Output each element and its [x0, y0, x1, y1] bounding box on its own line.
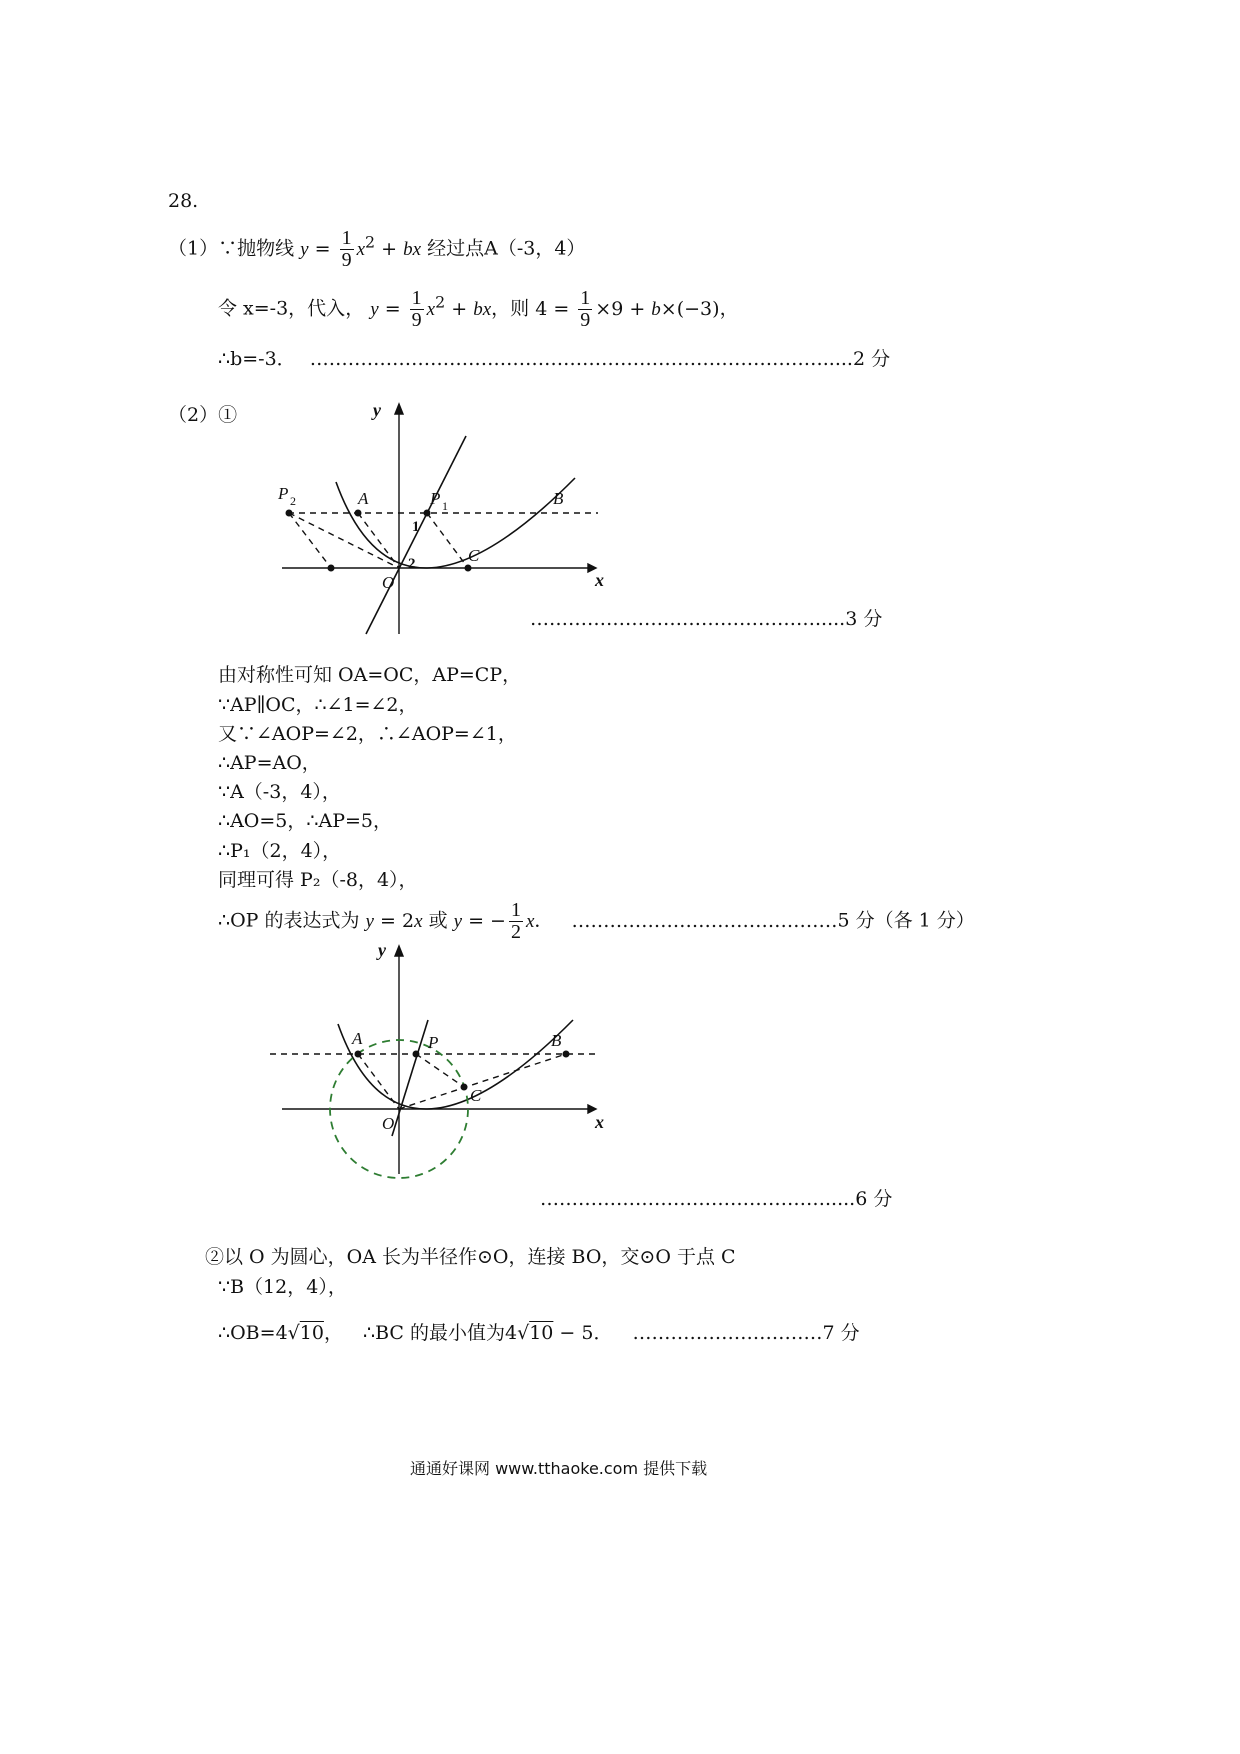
b-result: ∴b=-3．: [218, 348, 296, 370]
substitution-equation: y = $\frac{1}{9}$ $x^2$ + bx: [370, 287, 492, 331]
reasoning-line-3: 又∵∠AOP=∠2，∴∠AOP=∠1，: [218, 723, 517, 745]
part1-line1-prefix: （1）∵抛物线: [168, 237, 295, 260]
reasoning-line-7: ∴P₁（2，4），: [218, 840, 342, 862]
part1-line2-prefix: 令 x=-3，代入: [218, 297, 346, 320]
bc-prefix: ∴BC 的最小值为: [363, 1322, 505, 1344]
leader-dots: ……………………………………………………………………….....: [309, 348, 853, 370]
label-p: P: [428, 1033, 439, 1052]
reasoning-line-6: ∴AO=5，∴AP=5，: [218, 810, 392, 832]
label-x: x: [595, 1112, 604, 1132]
reasoning-line-2: ∵AP∥OC，∴∠1=∠2，: [218, 694, 418, 716]
reasoning-line-4: ∴AP=AO，: [218, 752, 321, 774]
parabola-curve: [338, 1020, 573, 1109]
label-y: y: [378, 940, 386, 960]
y-axis-arrow: [395, 404, 403, 414]
part1-line3: [218, 344, 890, 371]
reasoning-line-1: 由对称性可知 OA=OC，AP=CP，: [218, 664, 522, 686]
leader-dots: ……………………………………….....: [530, 608, 846, 630]
label-p2-sub: 2: [290, 494, 296, 508]
label-a: A: [352, 1029, 363, 1048]
equation-y-2x: y = 2x: [365, 909, 423, 932]
label-b: B: [553, 489, 564, 508]
dashed-a-o: [358, 513, 399, 568]
problem-number: 28.: [168, 190, 199, 212]
leader-dots: …………………………: [632, 1322, 823, 1344]
label-c: C: [468, 546, 480, 565]
point-b: [563, 1051, 570, 1058]
label-p2: P: [278, 484, 289, 503]
label-x: x: [595, 570, 604, 590]
reasoning-line-5: ∵A（-3，4），: [218, 781, 341, 803]
equation-y-neg-half-x: y = − $\frac{1}{2}$ x: [453, 899, 535, 943]
line-op: [392, 1020, 428, 1136]
figure-2-circle: [270, 938, 630, 1184]
label-p1: P: [430, 489, 441, 508]
dashed-p2-o: [289, 513, 399, 568]
label-c: C: [470, 1086, 482, 1105]
point-a-dot: [355, 1051, 362, 1058]
score-6: 6 分: [855, 1188, 893, 1210]
dashed-p1-c: [427, 513, 468, 568]
point-c: [461, 1084, 468, 1091]
score-5: 5 分（各 1 分）: [837, 909, 975, 932]
point-c2: [328, 565, 335, 572]
score-3: 3 分: [845, 608, 883, 630]
conclusion-prefix: ∴OP 的表达式为: [218, 909, 360, 932]
part1-line2: 令 x=-3，代入， y = $\frac{1}{9}$ $x^2$ + bx，则 4 = $\frac{1}{9}$ ×9 + b×(−3)，: [218, 287, 739, 331]
score-3-line: [530, 604, 882, 631]
score-7: 7 分: [822, 1322, 860, 1344]
dashed-o-b: [399, 1054, 566, 1109]
computed-equation: 4 = $\frac{1}{9}$ ×9 + b×(−3): [535, 287, 720, 331]
leader-dots: ……………………………………….....: [540, 1188, 856, 1210]
point-p1: [424, 510, 431, 517]
label-p1-sub: 1: [442, 499, 448, 513]
part1-line2-mid: ，则: [491, 297, 530, 320]
circle-step: ②以 O 为圆心，OA 长为半径作⊙O，连接 BO，交⊙O 于点 C: [205, 1246, 736, 1268]
score-2: 2 分: [852, 348, 891, 370]
conclusion-mid: 或: [428, 909, 448, 932]
y-axis-arrow: [395, 946, 403, 956]
conclusion-line: ∴OP 的表达式为 y = 2x 或 y = − $\frac{1}{2}$ x． ……………………………………5 分（各 1 分）: [218, 899, 975, 943]
label-o: O: [382, 1114, 395, 1133]
label-a: A: [358, 489, 369, 508]
point-a: A（-3，4）: [484, 237, 586, 260]
reasoning-line-8: 同理可得 P₂（-8，4），: [218, 869, 418, 891]
ob-value: 4√10: [275, 1322, 324, 1344]
line-op1: [366, 436, 466, 634]
dashed-p2-c2: [289, 513, 331, 568]
parabola-equation: y = $\frac{1}{9}$ $x^2$ + bx: [300, 227, 422, 271]
label-y: y: [373, 400, 381, 420]
part1-line1: [168, 228, 585, 271]
label-b: B: [551, 1031, 562, 1050]
score-6-line: [540, 1184, 892, 1211]
dashed-a-o: [358, 1054, 399, 1109]
bc-value: 4√10 − 5: [504, 1322, 594, 1344]
leader-dots: ……………………………………: [571, 909, 838, 932]
footer-text: 通通好课网 www.tthaoke.com 提供下载: [410, 1459, 708, 1478]
point-p2: [286, 510, 293, 517]
point-b-line: ∵B（12，4），: [218, 1276, 347, 1298]
label-angle-2: 2: [408, 556, 416, 572]
point-a-dot: [355, 510, 362, 517]
label-angle-1: 1: [412, 519, 420, 535]
ob-prefix: ∴OB=: [218, 1322, 276, 1344]
final-line: ∴OB=4√10， ∴BC 的最小值为4√10 − 5． …………………………7 分: [218, 1322, 860, 1344]
part1-line1-suffix: 经过点: [427, 237, 485, 260]
label-o: O: [382, 573, 395, 592]
part2-label: （2）①: [168, 404, 238, 426]
point-c: [465, 565, 472, 572]
point-p: [413, 1051, 420, 1058]
